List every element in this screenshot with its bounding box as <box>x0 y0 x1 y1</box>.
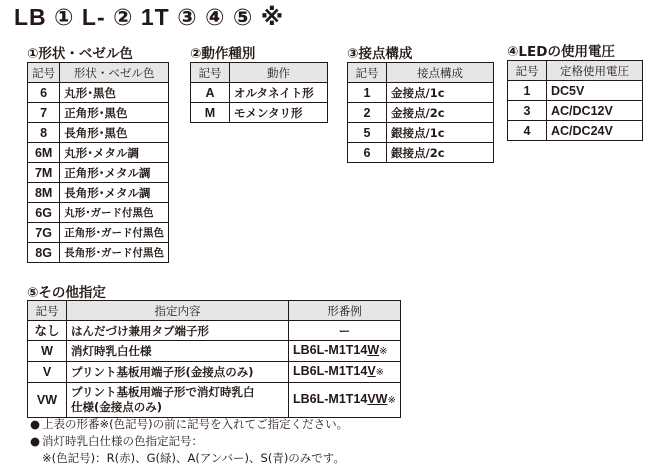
operation-section-title: ②動作種別 <box>190 46 256 62</box>
value-cell: AC/DC24V <box>547 121 643 141</box>
content-cell <box>67 383 289 418</box>
example-cell <box>289 362 401 383</box>
table-row <box>28 362 401 383</box>
value-cell: オルタネイト形 <box>230 83 328 103</box>
table-row <box>28 103 169 123</box>
code-cell: W <box>28 341 67 362</box>
column-header: 記号 <box>28 63 60 83</box>
shape-table <box>27 62 169 263</box>
content-line: プリント基板用端子形で消灯時乳白 <box>71 385 255 399</box>
note-text: 上表の形番※(色記号)の前に記号を入れてご指定ください。 <box>42 417 349 431</box>
column-header: 記号 <box>348 63 387 83</box>
code-cell: 4 <box>508 121 547 141</box>
table-row <box>28 143 169 163</box>
example-underlined: V <box>367 364 376 378</box>
bullet-icon: ● <box>30 434 41 448</box>
note-item <box>30 433 348 450</box>
kome-mark: ※ <box>375 367 385 378</box>
note-item <box>30 450 348 467</box>
example-underlined: W <box>367 343 380 357</box>
column-header: 指定内容 <box>67 301 289 321</box>
table-row <box>508 121 643 141</box>
value-cell: 銀接点/1c <box>387 123 494 143</box>
table-row <box>348 143 494 163</box>
value-cell: 丸形･メタル調 <box>60 143 169 163</box>
code-cell: 8 <box>28 123 60 143</box>
code-cell: 7G <box>28 223 60 243</box>
value-cell: AC/DC12V <box>547 101 643 121</box>
content-cell: 消灯時乳白仕様 <box>67 341 289 362</box>
table-header-row <box>28 301 401 321</box>
led-voltage-table <box>507 60 643 141</box>
led-voltage-section-title: ④LEDの使用電圧 <box>507 44 615 60</box>
table-row <box>28 341 401 362</box>
table-header-row <box>508 61 643 81</box>
code-cell: 6M <box>28 143 60 163</box>
operation-table <box>190 62 328 123</box>
contact-table <box>347 62 494 163</box>
code-cell: M <box>191 103 230 123</box>
code-cell: 7M <box>28 163 60 183</box>
value-cell: 正角形･メタル調 <box>60 163 169 183</box>
table-row <box>28 163 169 183</box>
column-header: 形番例 <box>289 301 401 321</box>
table-header-row <box>191 63 328 83</box>
content-cell: プリント基板用端子形(金接点のみ) <box>67 362 289 383</box>
example-cell <box>289 321 401 341</box>
shape-section-title: ①形状・ベゼル色 <box>27 46 133 62</box>
table-row <box>348 103 494 123</box>
code-cell: VW <box>28 383 67 418</box>
column-header: 記号 <box>508 61 547 81</box>
example-cell <box>289 341 401 362</box>
code-cell: 1 <box>508 81 547 101</box>
table-row <box>191 103 328 123</box>
code-cell: 3 <box>508 101 547 121</box>
value-cell: モメンタリ形 <box>230 103 328 123</box>
code-cell: 1 <box>348 83 387 103</box>
code-cell: A <box>191 83 230 103</box>
table-header-row <box>348 63 494 83</box>
code-cell: 6G <box>28 203 60 223</box>
value-cell: 金接点/1c <box>387 83 494 103</box>
table-row <box>348 83 494 103</box>
column-header: 形状・ベゼル色 <box>60 63 169 83</box>
notes <box>30 416 348 467</box>
table-row <box>348 123 494 143</box>
table-row <box>28 223 169 243</box>
other-section-title: ⑤その他指定 <box>27 285 106 301</box>
example-prefix: LB6L-M1T14 <box>293 364 368 378</box>
content-line: 仕様(金接点のみ) <box>71 400 163 414</box>
column-header: 動作 <box>230 63 328 83</box>
value-cell: 金接点/2c <box>387 103 494 123</box>
table-row <box>28 383 401 418</box>
table-row <box>28 123 169 143</box>
content-cell: はんだづけ兼用タブ端子形 <box>67 321 289 341</box>
table-row <box>28 183 169 203</box>
code-cell: なし <box>28 321 67 341</box>
table-header-row <box>28 63 169 83</box>
column-header: 記号 <box>28 301 67 321</box>
note-item <box>30 416 348 433</box>
code-cell: 6 <box>28 83 60 103</box>
kome-mark: ※ <box>387 395 396 406</box>
model-number-title: LB ① L- ② 1T ③ ④ ⑤ ※ <box>14 4 285 30</box>
table-row <box>508 101 643 121</box>
value-cell: 丸形･ガード付黒色 <box>60 203 169 223</box>
table-row <box>28 321 401 341</box>
kome-mark: ※ <box>379 346 388 357</box>
code-cell: 6 <box>348 143 387 163</box>
code-cell: 2 <box>348 103 387 123</box>
other-table <box>27 300 401 418</box>
table-row <box>191 83 328 103</box>
value-cell: 長角形･黒色 <box>60 123 169 143</box>
bullet-icon: ● <box>30 417 41 431</box>
table-row <box>28 243 169 263</box>
code-cell: 7 <box>28 103 60 123</box>
contact-section-title: ③接点構成 <box>347 46 413 62</box>
value-cell: 長角形･ガード付黒色 <box>60 243 169 263</box>
example-prefix: LB6L-M1T14 <box>293 392 368 406</box>
example-text: ー <box>338 323 351 338</box>
code-cell: 5 <box>348 123 387 143</box>
value-cell: 銀接点/2c <box>387 143 494 163</box>
value-cell: 正角形･ガード付黒色 <box>60 223 169 243</box>
example-cell <box>289 383 401 418</box>
value-cell: 正角形･黒色 <box>60 103 169 123</box>
code-cell: 8G <box>28 243 60 263</box>
column-header: 記号 <box>191 63 230 83</box>
code-cell: V <box>28 362 67 383</box>
column-header: 定格使用電圧 <box>547 61 643 81</box>
code-cell: 8M <box>28 183 60 203</box>
table-row <box>28 203 169 223</box>
table-row <box>28 83 169 103</box>
column-header: 接点構成 <box>387 63 494 83</box>
table-row <box>508 81 643 101</box>
value-cell: DC5V <box>547 81 643 101</box>
example-prefix: LB6L-M1T14 <box>293 343 368 357</box>
value-cell: 丸形･黒色 <box>60 83 169 103</box>
note-text: 消灯時乳白仕様の色指定記号： <box>42 434 203 448</box>
value-cell: 長角形･メタル調 <box>60 183 169 203</box>
example-underlined: VW <box>367 392 388 406</box>
note-text: ※(色記号)：R(赤)、G(緑)、A(アンバー)、S(青)のみです。 <box>42 451 345 465</box>
